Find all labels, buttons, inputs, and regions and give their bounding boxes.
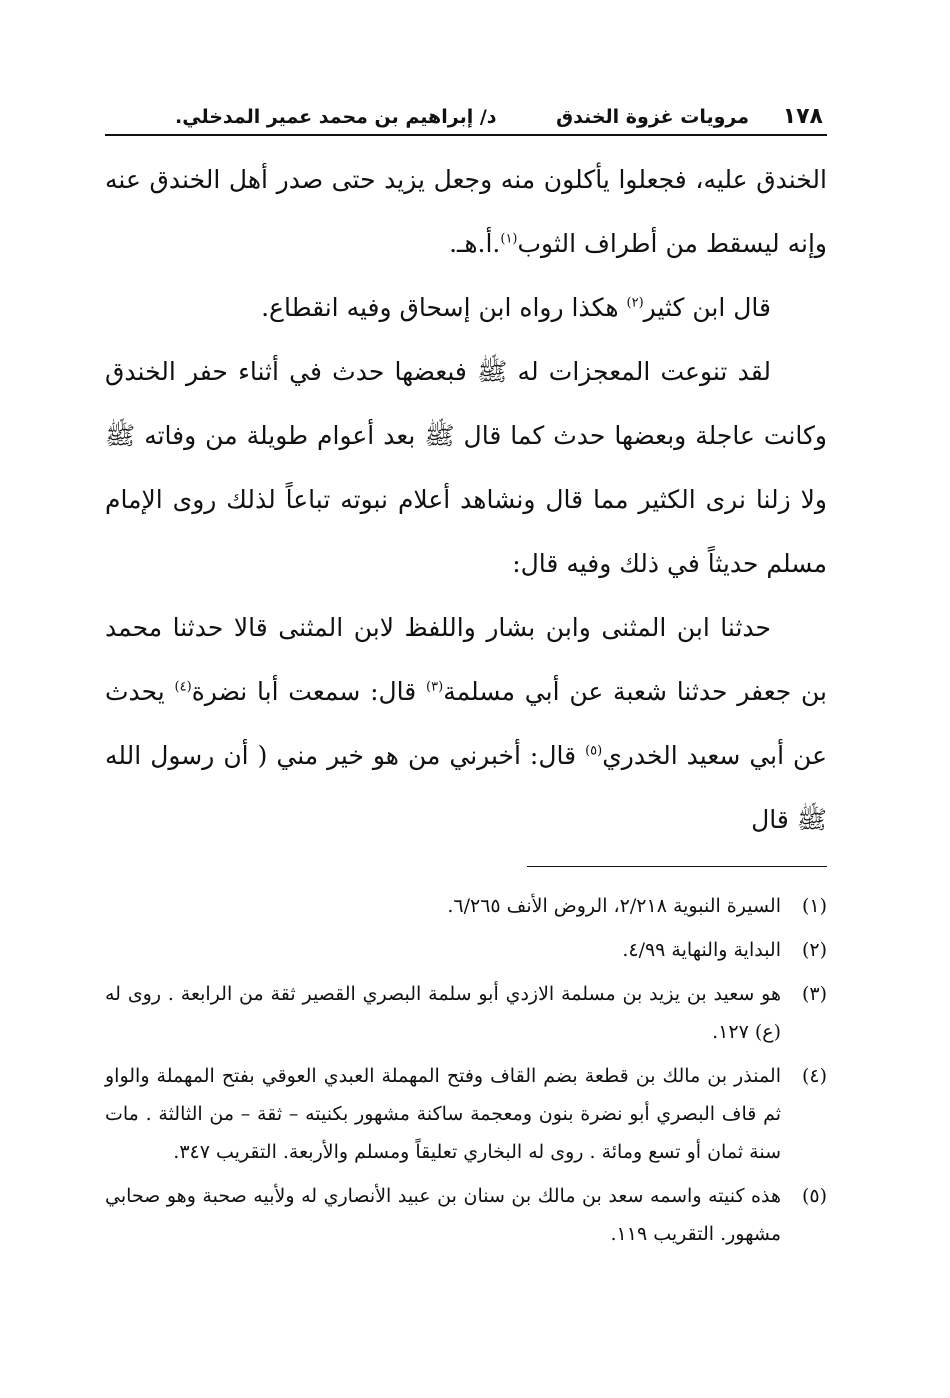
footnote-number: (٢) (801, 939, 827, 961)
footnote-3 (105, 975, 827, 1051)
footnote-separator (527, 866, 827, 867)
footnote-5 (105, 1177, 827, 1253)
book-title: مرويات غزوة الخندق (556, 106, 749, 128)
footnote-1 (105, 887, 827, 925)
author-name: د/ إبراهيم بن محمد عمير المدخلي. (175, 106, 497, 128)
footnote-text: البداية والنهاية ٤/٩٩. (622, 939, 781, 961)
footnote-text: هذه كنيته واسمه سعد بن مالك بن سنان بن عبيد الأنصاري له ولأبيه صحبة وهو صحابي مشهور. التقريب ١١٩. (105, 1185, 781, 1245)
footnote-number: (١) (801, 895, 827, 917)
main-text (105, 148, 827, 852)
footnote-number: (٤) (801, 1065, 827, 1087)
footnote-ref-3: (٣) (426, 679, 444, 695)
running-header (105, 100, 827, 136)
footnotes (105, 887, 827, 1253)
footnote-ref-2: (٢) (626, 295, 644, 311)
paragraph-3: لقد تنوعت المعجزات له ﷺ فبعضها حدث في أثناء حفر الخندق وكانت عاجلة وبعضها حدث كما قال ﷺ بعد أعوام طويلة من وفاته ﷺ ولا زلنا نرى الكثير مما قال ونشاهد أعلام نبوته تباعاً لذلك روى الإمام مسلم حديثاً في ذلك وفيه قال: (105, 357, 827, 578)
footnote-number: (٣) (801, 983, 827, 1005)
footnote-2 (105, 931, 827, 969)
footnote-text: هو سعيد بن يزيد بن مسلمة الازدي أبو سلمة البصري القصير ثقة من الرابعة . روى له (ع) ١٢٧. (105, 983, 781, 1043)
paragraph-1: الخندق عليه، فجعلوا يأكلون منه وجعل يزيد حتى صدر أهل الخندق عنه وإنه ليسقط من أطراف الثوب$^{(١)}$.أ.هـ. (105, 165, 827, 258)
footnote-ref-1: (١) (500, 231, 518, 247)
footnote-number: (٥) (801, 1185, 827, 1207)
footnote-ref-4: (٤) (174, 679, 192, 695)
paragraph-2: قال ابن كثير$^{(٢)}$ هكذا رواه ابن إسحاق وفيه انقطاع. (261, 293, 771, 322)
footnote-ref-5: (٥) (585, 743, 603, 759)
footnote-text: السيرة النبوية ٢/٢١٨، الروض الأنف ٦/٢٦٥. (447, 895, 781, 917)
footnote-text: المنذر بن مالك بن قطعة بضم القاف وفتح المهملة العبدي العوقي بفتح المهملة والواو ثم قاف البصري أبو نضرة بنون ومعجمة ساكنة مشهور بكنيته – ثقة – من الثالثة . مات سنة ثمان أو تسع ومائة . روى له البخاري تعليقاً ومسلم والأربعة. التقريب ٣٤٧. (105, 1065, 781, 1163)
paragraph-4: حدثنا ابن المثنى وابن بشار واللفظ لابن المثنى قالا حدثنا محمد بن جعفر حدثنا شعبة عن أبي مسلمة$^{(٣)}$ قال: سمعت أبا نضرة$^{(٤)}$ يحدث عن أبي سعيد الخدري$^{(٥)}$ قال: أخبرني من هو خير مني ( أن رسول الله ﷺ قال (105, 613, 827, 834)
book-page (105, 100, 827, 1360)
page-number: ١٧٨ (782, 104, 823, 129)
footnote-4 (105, 1057, 827, 1171)
